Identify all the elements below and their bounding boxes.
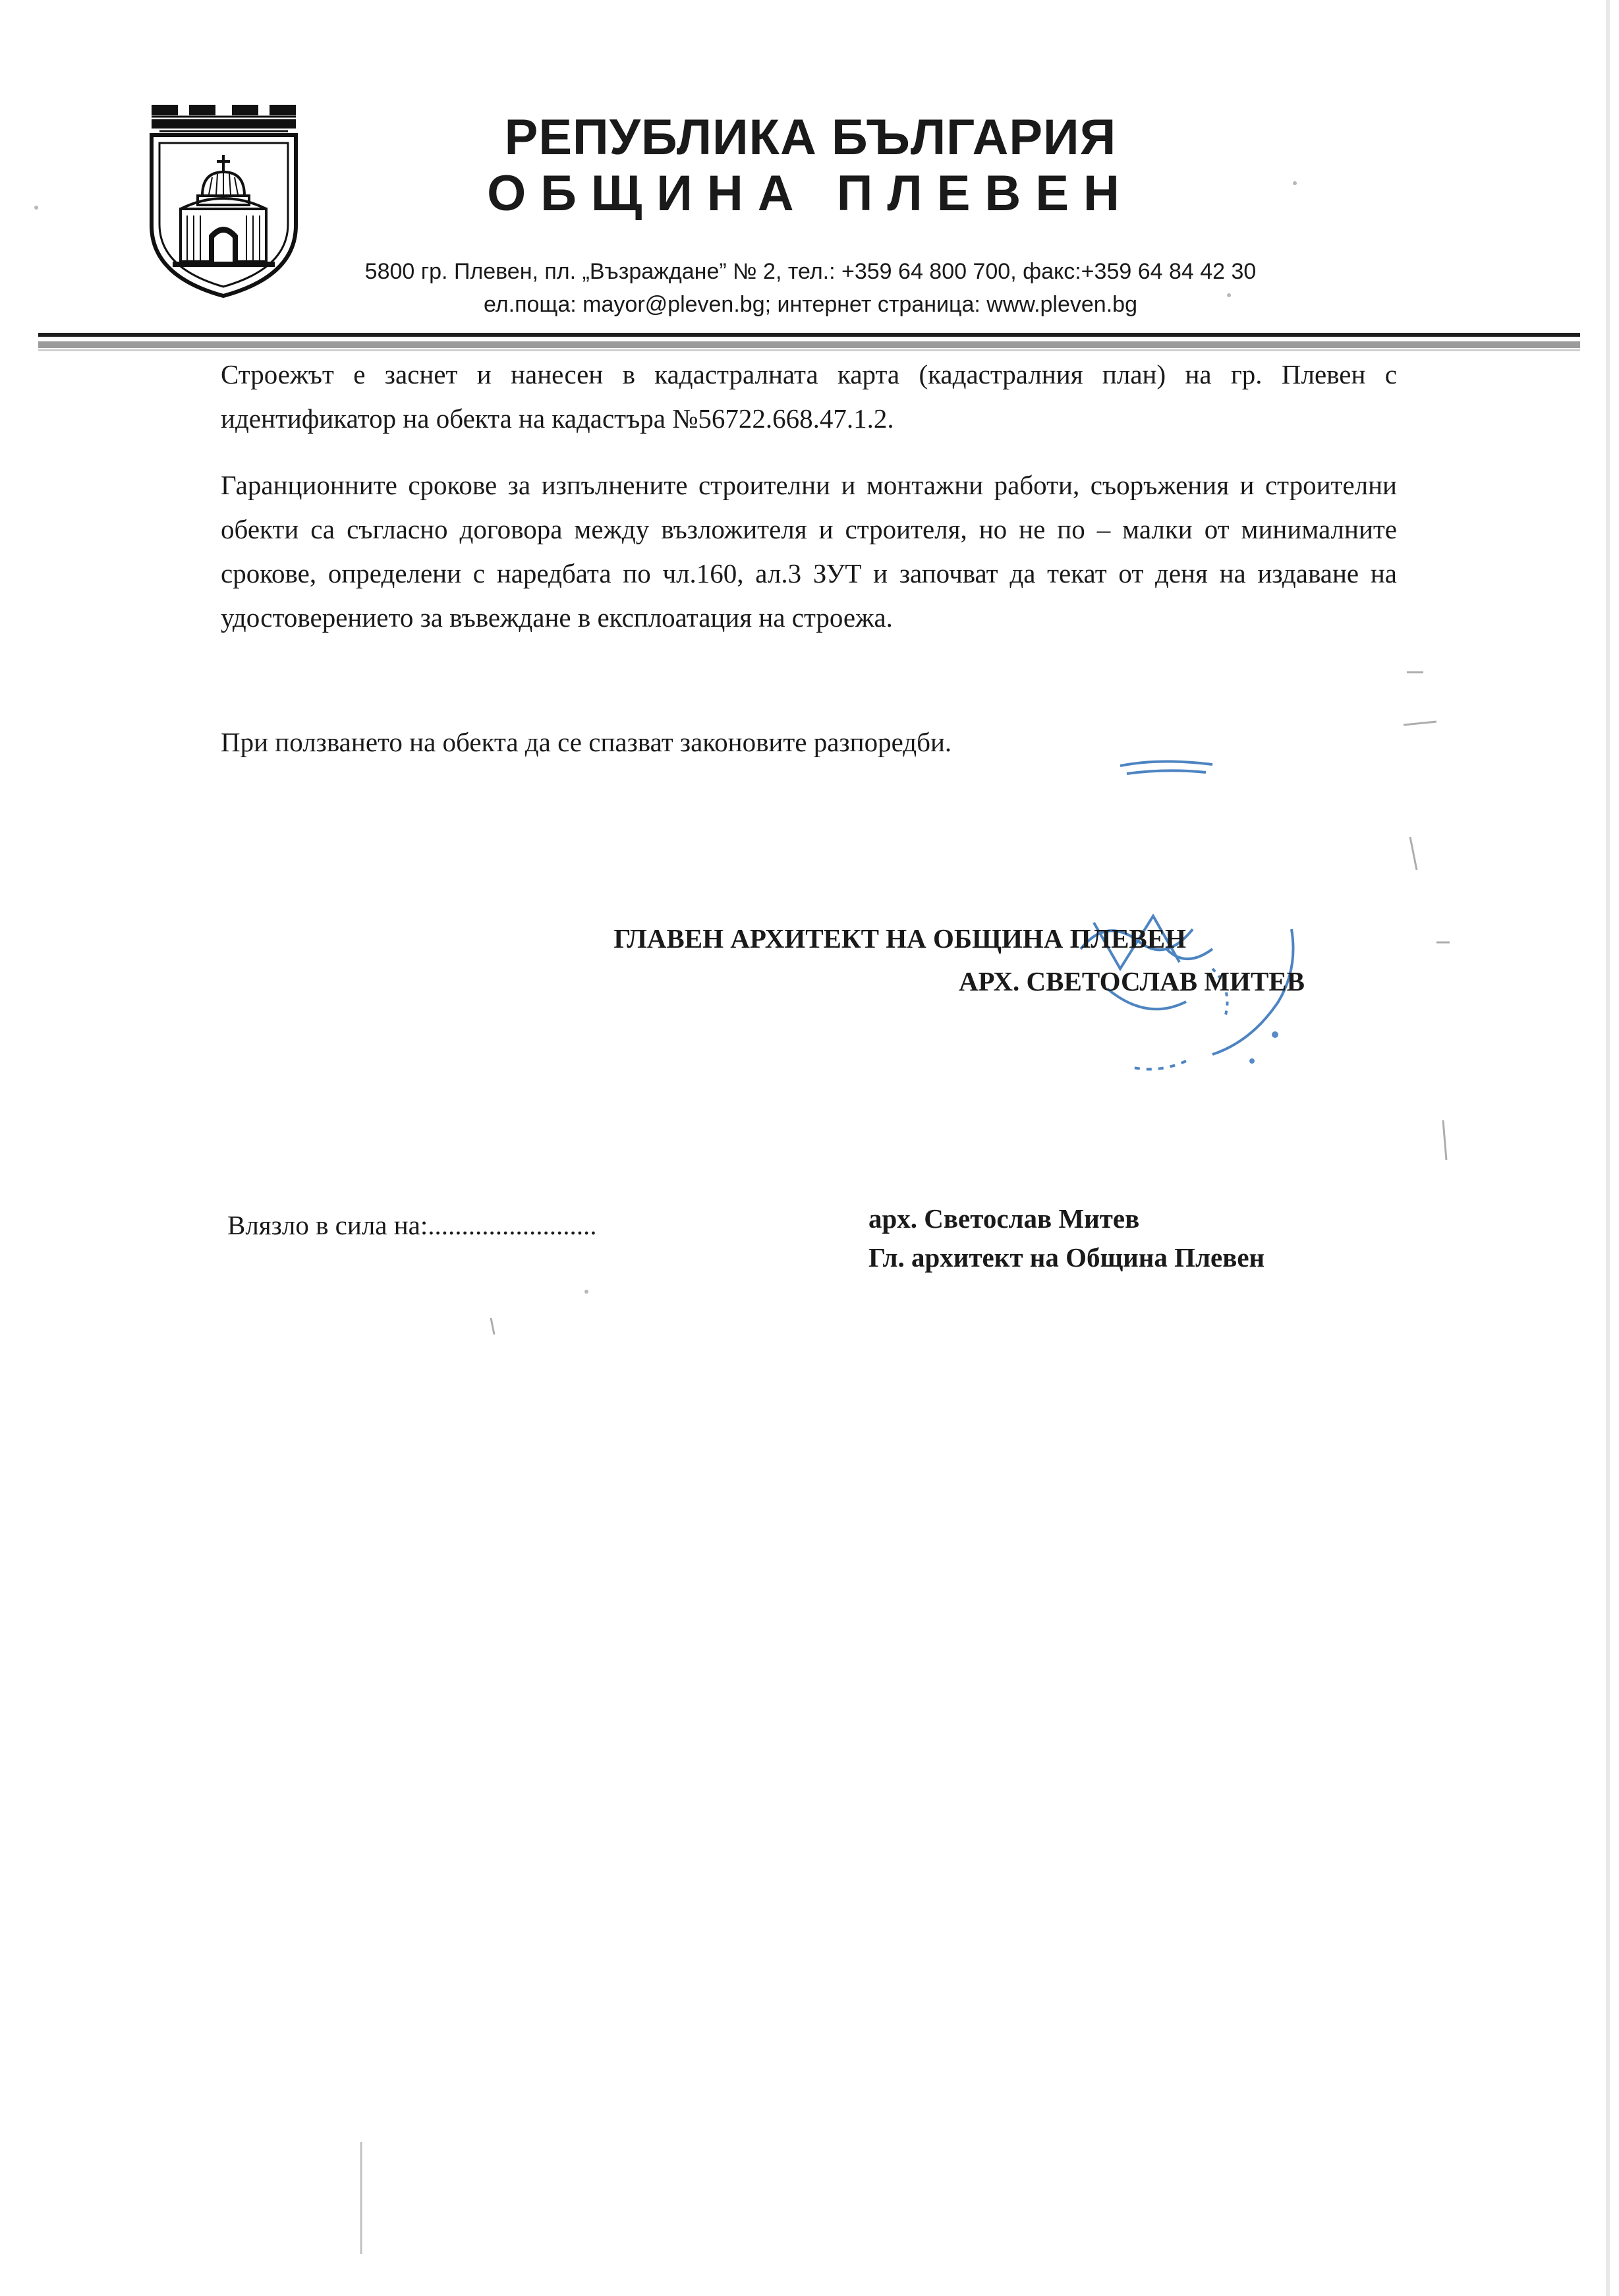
header-rule-dark <box>38 333 1580 337</box>
footer-signatory-name: арх. Светослав Митев <box>868 1203 1140 1234</box>
body-paragraph-cadastre: Строежът е заснет и нанесен в кадастралната карта (кадастралния план) на гр. Плевен с идентификатор на обекта на кадастъра №56722.668.47.1.2. <box>221 359 1397 434</box>
signature-title: ГЛАВЕН АРХИТЕКТ НА ОБЩИНА ПЛЕВЕН <box>613 923 1186 954</box>
header-rule-grey <box>38 341 1580 348</box>
municipality-heading: ОБЩИНА ПЛЕВЕН <box>487 165 1134 221</box>
effective-date-label: Влязло в сила на:......................... <box>227 1210 597 1240</box>
body-paragraph-usage: При ползването на обекта да се спазват законовите разпоредби. <box>221 727 952 757</box>
contacts-line: ел.поща: mayor@pleven.bg; интернет страница: www.pleven.bg <box>484 292 1137 317</box>
signature-name: АРХ. СВЕТОСЛАВ МИТЕВ <box>958 966 1305 996</box>
header-rule-light <box>38 349 1580 351</box>
body-paragraph-warranty: Гаранционните срокове за изпълнените строителни и монтажни работи, съоръжения и строителни обекти са съгласно договора между възложителя и строителя, но не по – малки от минималните срокове, определени с наредбата по чл.160, ал.3 ЗУТ и започват да текат от деня на издаване на удостоверението за въвеждане в експлоатация на строежа. <box>221 470 1397 633</box>
footer-signatory-role: Гл. архитект на Община Плевен <box>868 1242 1265 1273</box>
country-heading: РЕПУБЛИКА БЪЛГАРИЯ <box>504 109 1117 165</box>
pleven-crest-icon <box>146 103 301 298</box>
address-line: 5800 гр. Плевен, пл. „Възраждане” № 2, тел.: +359 64 800 700, факс:+359 64 84 42 30 <box>364 259 1257 284</box>
